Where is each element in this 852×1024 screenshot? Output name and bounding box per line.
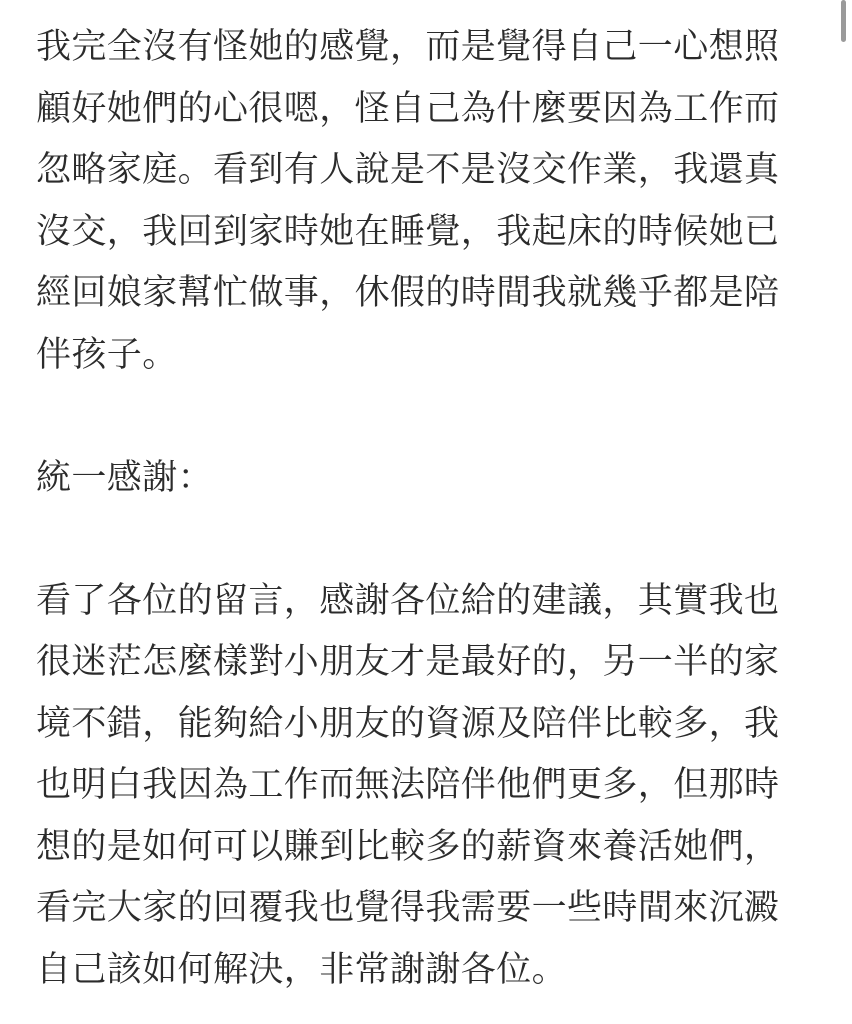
text-line: 境不錯，能夠給小朋友的資源及陪伴比較多，我 (36, 703, 780, 744)
text-line: 沒交，我回到家時她在睡覺，我起床的時候她已 (36, 211, 780, 252)
paragraph-2 (36, 448, 796, 510)
text-line: 自己該如何解決，非常謝謝各位。 (36, 949, 568, 990)
text-line: 想的是如何可以賺到比較多的薪資來養活她們， (36, 826, 780, 867)
text-line: 很迷茫怎麼樣對小朋友才是最好的，另一半的家 (36, 642, 780, 682)
paragraph-spacer (36, 509, 796, 571)
post-body (36, 17, 796, 1001)
text-line: 忽略家庭。看到有人說是不是沒交作業，我還真 (36, 150, 780, 190)
text-line: 看了各位的留言，感謝各位給的建議，其實我也 (36, 580, 780, 621)
text-line: 經回娘家幫忙做事，休假的時間我就幾乎都是陪 (36, 273, 780, 313)
text-line: 顧好她們的心很嗯，怪自己為什麼要因為工作而 (36, 88, 780, 129)
text-line: 我完全沒有怪她的感覺，而是覺得自己一心想照 (36, 27, 780, 67)
paragraph-spacer (36, 386, 796, 448)
text-line: 統一感謝： (36, 457, 214, 498)
text-line: 也明白我因為工作而無法陪伴他們更多，但那時 (36, 765, 780, 805)
paragraph-3 (36, 571, 796, 1002)
paragraph-1 (36, 17, 796, 386)
scrollbar-thumb[interactable] (841, 0, 846, 42)
text-line: 看完大家的回覆我也覺得我需要一些時間來沉澱 (36, 888, 780, 928)
text-line: 伴孩子。 (36, 334, 178, 375)
